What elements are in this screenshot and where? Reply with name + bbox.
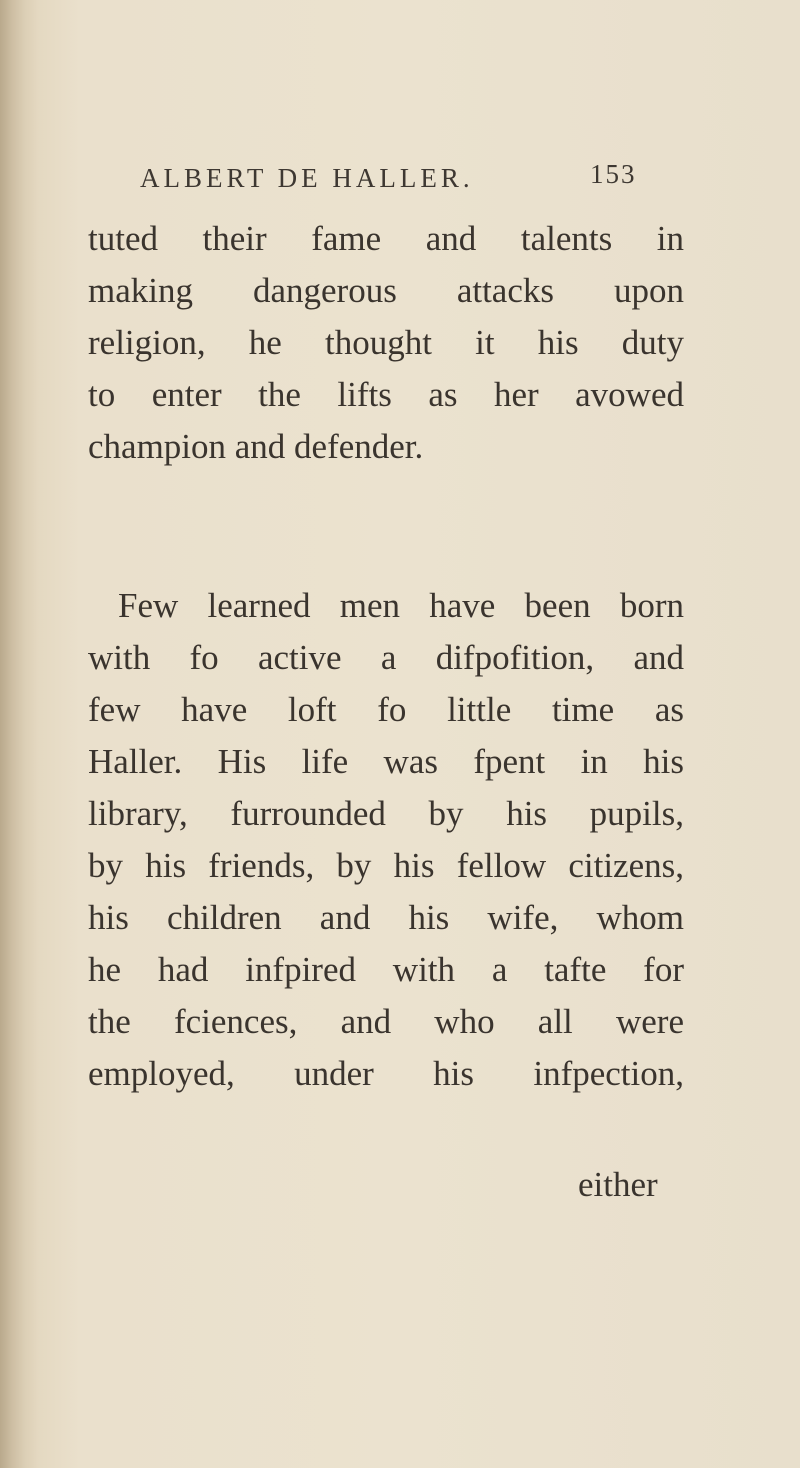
text-line: by his friends, by his fellow citizens, [88,846,684,885]
page-gutter [0,0,38,1468]
text-line: making dangerous attacks upon [88,271,684,310]
text-line: library, furrounded by his pupils, [88,794,684,833]
text-line: employed, under his infpection, [88,1054,684,1093]
text-line: the fciences, and who all were [88,1002,684,1041]
text-line: tuted their fame and talents in [88,219,684,258]
text-line: Haller. His life was fpent in his [88,742,684,781]
text-line: religion, he thought it his duty [88,323,684,362]
page-header [140,159,700,203]
text-line: with fo active a difpofition, and [88,638,684,677]
text-line: champion and defender. [88,427,424,466]
text-line: few have loft fo little time as [88,690,684,729]
catchword: either [578,1165,658,1204]
paragraph-2 [88,580,684,1100]
page-number: 153 [590,159,637,189]
text-line: he had infpired with a tafte for [88,950,684,989]
paragraph-1 [88,213,684,473]
text-line: to enter the lifts as her avowed [88,375,684,414]
text-line: Few learned men have been born [118,586,684,625]
text-line: his children and his wife, whom [88,898,684,937]
running-title: ALBERT DE HALLER. [140,163,474,193]
